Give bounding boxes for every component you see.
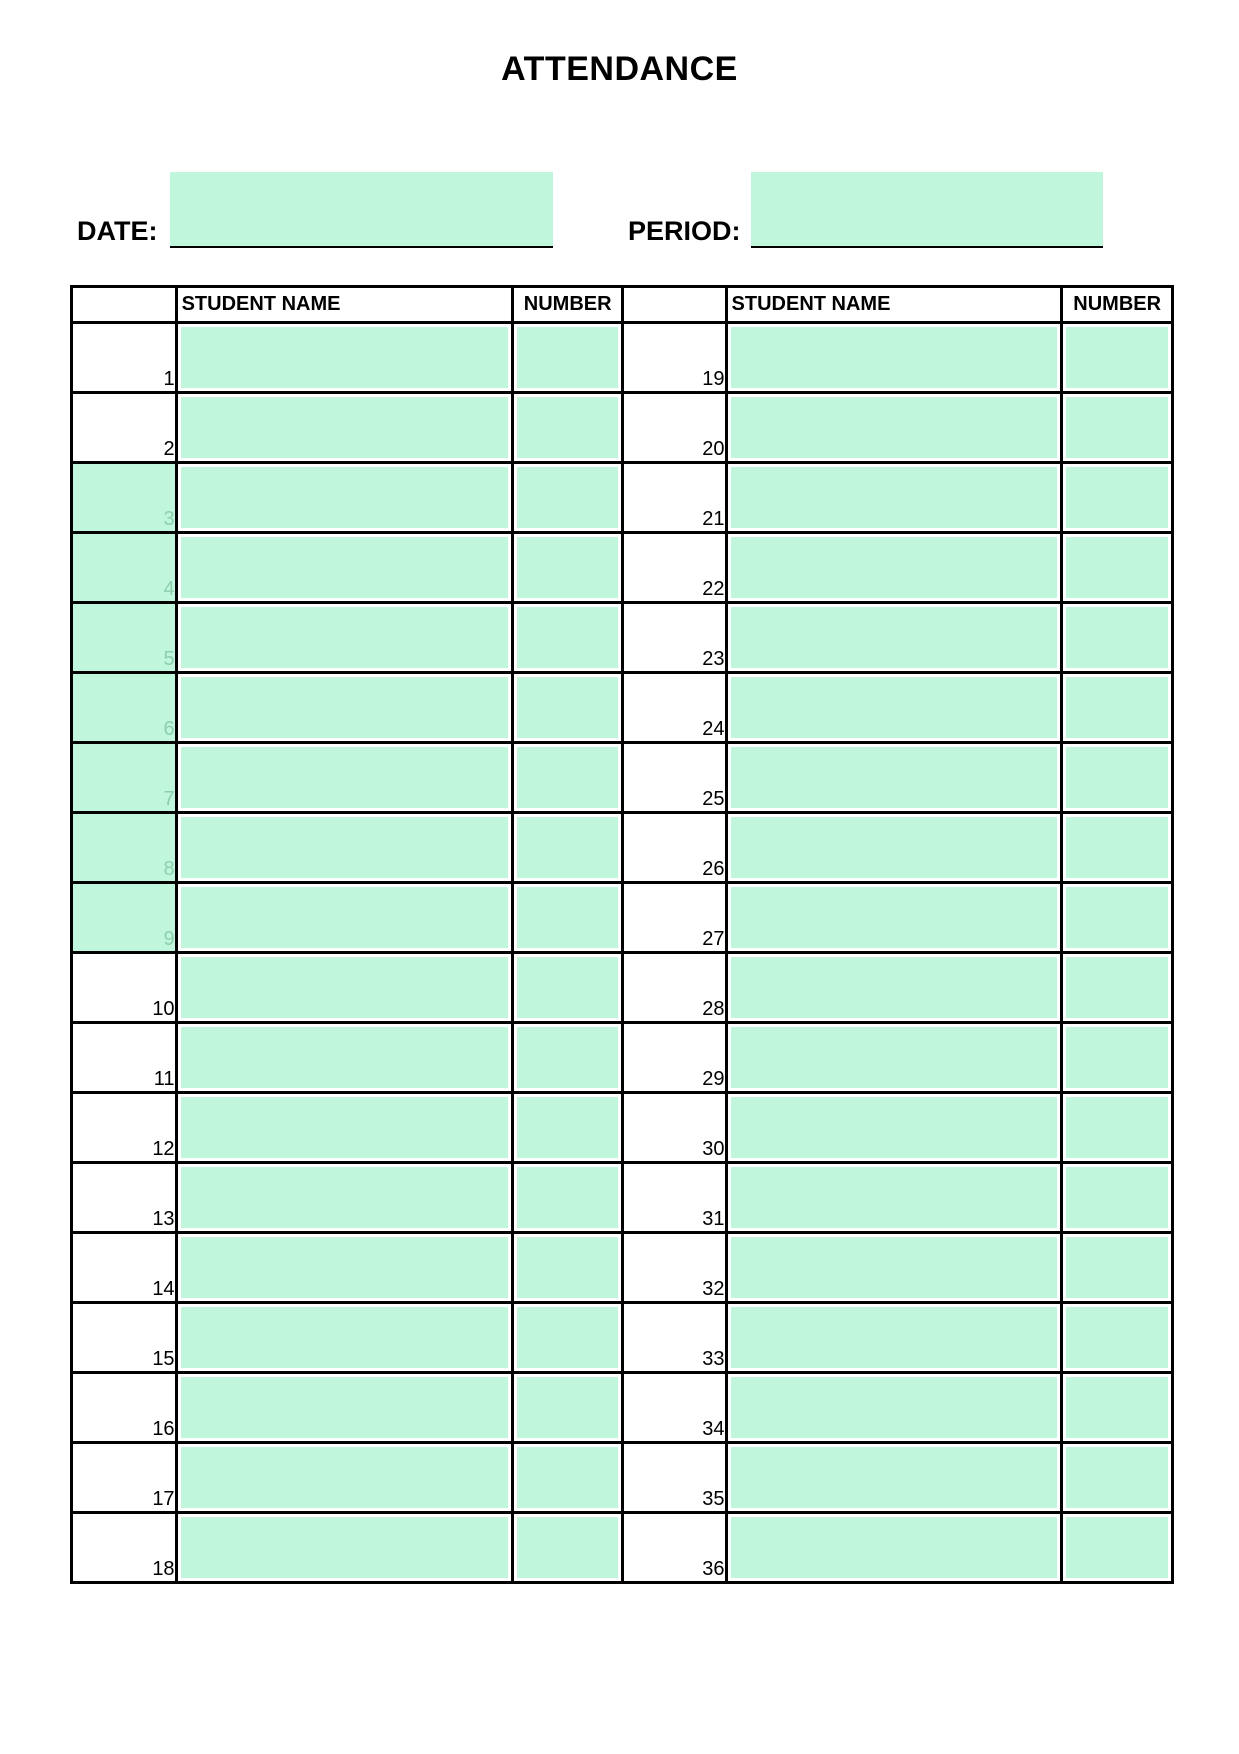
row-number-right: 24 <box>622 673 726 743</box>
student-name-input[interactable] <box>181 677 509 738</box>
student-name-input[interactable] <box>731 1237 1058 1298</box>
student-name-cell-left <box>176 1163 513 1233</box>
student-name-input[interactable] <box>731 677 1058 738</box>
header-number-left: NUMBER <box>513 287 623 323</box>
student-name-input[interactable] <box>731 537 1058 598</box>
row-number-right: 31 <box>622 1163 726 1233</box>
row-number-left: 12 <box>72 1093 177 1163</box>
student-number-input[interactable] <box>517 1447 618 1508</box>
student-number-cell-right <box>1062 883 1173 953</box>
student-number-input[interactable] <box>517 1307 618 1368</box>
student-number-cell-left <box>513 883 623 953</box>
student-number-cell-left <box>513 1303 623 1373</box>
student-number-cell-right <box>1062 463 1173 533</box>
student-number-input[interactable] <box>1066 397 1168 458</box>
student-name-cell-left <box>176 1093 513 1163</box>
student-name-cell-left <box>176 1373 513 1443</box>
period-input[interactable] <box>751 172 1103 248</box>
student-number-input[interactable] <box>1066 1027 1168 1088</box>
student-number-input[interactable] <box>1066 747 1168 808</box>
row-number-left: 18 <box>72 1513 177 1583</box>
student-number-input[interactable] <box>1066 957 1168 1018</box>
student-name-input[interactable] <box>731 747 1058 808</box>
student-number-cell-right <box>1062 1443 1173 1513</box>
row-number-left: 10 <box>72 953 177 1023</box>
table-row <box>72 323 1173 393</box>
student-name-cell-right <box>726 1443 1062 1513</box>
student-number-cell-right <box>1062 1023 1173 1093</box>
student-number-input[interactable] <box>517 1027 618 1088</box>
student-name-input[interactable] <box>181 607 509 668</box>
student-number-cell-right <box>1062 1163 1173 1233</box>
student-name-input[interactable] <box>731 1167 1058 1228</box>
student-number-cell-left <box>513 743 623 813</box>
student-name-input[interactable] <box>731 1447 1058 1508</box>
row-number-right: 33 <box>622 1303 726 1373</box>
date-input[interactable] <box>170 172 553 248</box>
student-name-input[interactable] <box>181 1447 509 1508</box>
header-number-right: NUMBER <box>1062 287 1173 323</box>
student-number-cell-left <box>513 1163 623 1233</box>
student-number-input[interactable] <box>517 467 618 528</box>
student-number-input[interactable] <box>1066 817 1168 878</box>
student-number-cell-left <box>513 323 623 393</box>
date-label: DATE: <box>77 216 158 246</box>
student-name-input[interactable] <box>731 1377 1058 1438</box>
student-number-cell-right <box>1062 323 1173 393</box>
row-number-left: 3 <box>72 463 177 533</box>
student-name-cell-right <box>726 1233 1062 1303</box>
table-row <box>72 883 1173 953</box>
student-name-cell-right <box>726 1303 1062 1373</box>
student-name-cell-left <box>176 603 513 673</box>
page-title: ATTENDANCE <box>501 50 738 88</box>
row-number-left: 14 <box>72 1233 177 1303</box>
student-number-input[interactable] <box>1066 537 1168 598</box>
table-row <box>72 1023 1173 1093</box>
student-name-cell-left <box>176 1443 513 1513</box>
table-row <box>72 1093 1173 1163</box>
student-name-cell-right <box>726 1513 1062 1583</box>
table-row <box>72 813 1173 883</box>
student-name-input[interactable] <box>731 1517 1058 1578</box>
student-number-input[interactable] <box>1066 1167 1168 1228</box>
student-name-cell-left <box>176 393 513 463</box>
row-number-right: 20 <box>622 393 726 463</box>
student-number-cell-right <box>1062 1093 1173 1163</box>
student-number-input[interactable] <box>517 677 618 738</box>
student-name-cell-left <box>176 533 513 603</box>
table-row <box>72 743 1173 813</box>
student-number-cell-right <box>1062 1233 1173 1303</box>
student-name-input[interactable] <box>731 1027 1058 1088</box>
student-number-input[interactable] <box>517 397 618 458</box>
row-number-right: 29 <box>622 1023 726 1093</box>
row-number-left: 9 <box>72 883 177 953</box>
student-number-input[interactable] <box>517 1517 618 1578</box>
student-number-input[interactable] <box>517 607 618 668</box>
table-row <box>72 673 1173 743</box>
student-name-input[interactable] <box>181 1097 509 1158</box>
student-name-input[interactable] <box>731 817 1058 878</box>
header-student-name-right: STUDENT NAME <box>726 287 1062 323</box>
student-name-cell-left <box>176 1233 513 1303</box>
student-name-input[interactable] <box>181 1237 509 1298</box>
student-name-cell-left <box>176 883 513 953</box>
student-number-input[interactable] <box>517 327 618 388</box>
row-number-left: 5 <box>72 603 177 673</box>
student-number-input[interactable] <box>517 817 618 878</box>
table-row <box>72 463 1173 533</box>
student-name-input[interactable] <box>731 327 1058 388</box>
student-name-cell-right <box>726 953 1062 1023</box>
student-name-input[interactable] <box>731 1307 1058 1368</box>
student-name-input[interactable] <box>181 1167 509 1228</box>
row-number-right: 34 <box>622 1373 726 1443</box>
row-number-right: 36 <box>622 1513 726 1583</box>
student-number-cell-right <box>1062 953 1173 1023</box>
table-row <box>72 1163 1173 1233</box>
student-number-cell-right <box>1062 533 1173 603</box>
student-number-input[interactable] <box>1066 327 1168 388</box>
student-number-cell-left <box>513 1443 623 1513</box>
header-index-right <box>622 287 726 323</box>
student-name-input[interactable] <box>181 817 509 878</box>
row-number-right: 28 <box>622 953 726 1023</box>
row-number-left: 15 <box>72 1303 177 1373</box>
student-number-input[interactable] <box>517 1097 618 1158</box>
student-name-cell-right <box>726 463 1062 533</box>
student-name-cell-left <box>176 463 513 533</box>
student-number-cell-left <box>513 1513 623 1583</box>
student-number-cell-right <box>1062 603 1173 673</box>
period-label: PERIOD: <box>628 216 741 246</box>
student-number-input[interactable] <box>517 537 618 598</box>
student-name-input[interactable] <box>731 1097 1058 1158</box>
table-row <box>72 953 1173 1023</box>
student-number-cell-left <box>513 1093 623 1163</box>
student-name-cell-right <box>726 1373 1062 1443</box>
student-name-input[interactable] <box>181 957 509 1018</box>
student-name-cell-left <box>176 673 513 743</box>
student-name-cell-left <box>176 1513 513 1583</box>
row-number-right: 19 <box>622 323 726 393</box>
student-name-input[interactable] <box>181 397 509 458</box>
student-number-cell-right <box>1062 1513 1173 1583</box>
student-name-cell-right <box>726 393 1062 463</box>
row-number-right: 23 <box>622 603 726 673</box>
student-number-cell-right <box>1062 1303 1173 1373</box>
student-number-cell-left <box>513 603 623 673</box>
row-number-left: 13 <box>72 1163 177 1233</box>
student-name-cell-left <box>176 1303 513 1373</box>
student-number-cell-left <box>513 1023 623 1093</box>
row-number-right: 30 <box>622 1093 726 1163</box>
student-name-input[interactable] <box>181 327 509 388</box>
row-number-right: 35 <box>622 1443 726 1513</box>
student-number-cell-left <box>513 953 623 1023</box>
student-number-cell-right <box>1062 1373 1173 1443</box>
student-name-cell-left <box>176 813 513 883</box>
student-number-input[interactable] <box>1066 677 1168 738</box>
student-number-cell-left <box>513 673 623 743</box>
student-number-input[interactable] <box>1066 1447 1168 1508</box>
student-number-input[interactable] <box>1066 1237 1168 1298</box>
row-number-right: 27 <box>622 883 726 953</box>
student-name-input[interactable] <box>181 1307 509 1368</box>
student-number-cell-left <box>513 1373 623 1443</box>
student-name-cell-left <box>176 323 513 393</box>
student-number-input[interactable] <box>1066 607 1168 668</box>
student-number-cell-left <box>513 463 623 533</box>
row-number-left: 2 <box>72 393 177 463</box>
student-number-cell-left <box>513 533 623 603</box>
student-name-cell-right <box>726 1093 1062 1163</box>
table-row <box>72 1233 1173 1303</box>
student-number-input[interactable] <box>517 1167 618 1228</box>
student-number-cell-left <box>513 813 623 883</box>
student-number-cell-right <box>1062 393 1173 463</box>
student-number-input[interactable] <box>517 1237 618 1298</box>
student-number-input[interactable] <box>1066 1097 1168 1158</box>
table-row <box>72 603 1173 673</box>
student-number-input[interactable] <box>517 1377 618 1438</box>
attendance-table <box>70 285 1174 1584</box>
student-number-cell-left <box>513 393 623 463</box>
student-name-cell-right <box>726 603 1062 673</box>
row-number-right: 22 <box>622 533 726 603</box>
row-number-left: 1 <box>72 323 177 393</box>
student-number-input[interactable] <box>1066 1307 1168 1368</box>
header-index-left <box>72 287 177 323</box>
student-name-input[interactable] <box>181 1027 509 1088</box>
student-number-cell-right <box>1062 813 1173 883</box>
student-name-input[interactable] <box>731 467 1058 528</box>
row-number-left: 17 <box>72 1443 177 1513</box>
student-number-cell-right <box>1062 743 1173 813</box>
student-name-cell-left <box>176 953 513 1023</box>
student-name-cell-right <box>726 673 1062 743</box>
row-number-right: 21 <box>622 463 726 533</box>
student-name-cell-right <box>726 813 1062 883</box>
row-number-left: 11 <box>72 1023 177 1093</box>
student-name-cell-right <box>726 743 1062 813</box>
student-number-input[interactable] <box>1066 1517 1168 1578</box>
student-name-cell-right <box>726 1163 1062 1233</box>
student-name-input[interactable] <box>181 747 509 808</box>
row-number-right: 32 <box>622 1233 726 1303</box>
student-number-cell-left <box>513 1233 623 1303</box>
student-name-input[interactable] <box>731 887 1058 948</box>
table-row <box>72 1303 1173 1373</box>
header-student-name-left: STUDENT NAME <box>176 287 513 323</box>
row-number-left: 4 <box>72 533 177 603</box>
row-number-right: 25 <box>622 743 726 813</box>
row-number-right: 26 <box>622 813 726 883</box>
table-row <box>72 1373 1173 1443</box>
table-row <box>72 533 1173 603</box>
student-name-input[interactable] <box>181 1517 509 1578</box>
student-name-input[interactable] <box>181 467 509 528</box>
student-name-input[interactable] <box>181 887 509 948</box>
table-row <box>72 393 1173 463</box>
student-number-input[interactable] <box>517 747 618 808</box>
student-name-input[interactable] <box>731 957 1058 1018</box>
student-name-cell-right <box>726 883 1062 953</box>
student-name-cell-right <box>726 323 1062 393</box>
row-number-left: 6 <box>72 673 177 743</box>
student-name-input[interactable] <box>181 537 509 598</box>
student-number-input[interactable] <box>1066 1377 1168 1438</box>
row-number-left: 8 <box>72 813 177 883</box>
student-name-cell-left <box>176 1023 513 1093</box>
student-number-input[interactable] <box>1066 467 1168 528</box>
student-number-input[interactable] <box>517 957 618 1018</box>
student-name-cell-right <box>726 533 1062 603</box>
row-number-left: 7 <box>72 743 177 813</box>
student-name-input[interactable] <box>731 397 1058 458</box>
row-number-left: 16 <box>72 1373 177 1443</box>
student-name-input[interactable] <box>181 1377 509 1438</box>
table-row <box>72 1443 1173 1513</box>
header-row <box>72 287 1173 323</box>
student-number-input[interactable] <box>517 887 618 948</box>
student-name-cell-right <box>726 1023 1062 1093</box>
table-row <box>72 1513 1173 1583</box>
student-number-cell-right <box>1062 673 1173 743</box>
student-name-input[interactable] <box>731 607 1058 668</box>
student-number-input[interactable] <box>1066 887 1168 948</box>
student-name-cell-left <box>176 743 513 813</box>
